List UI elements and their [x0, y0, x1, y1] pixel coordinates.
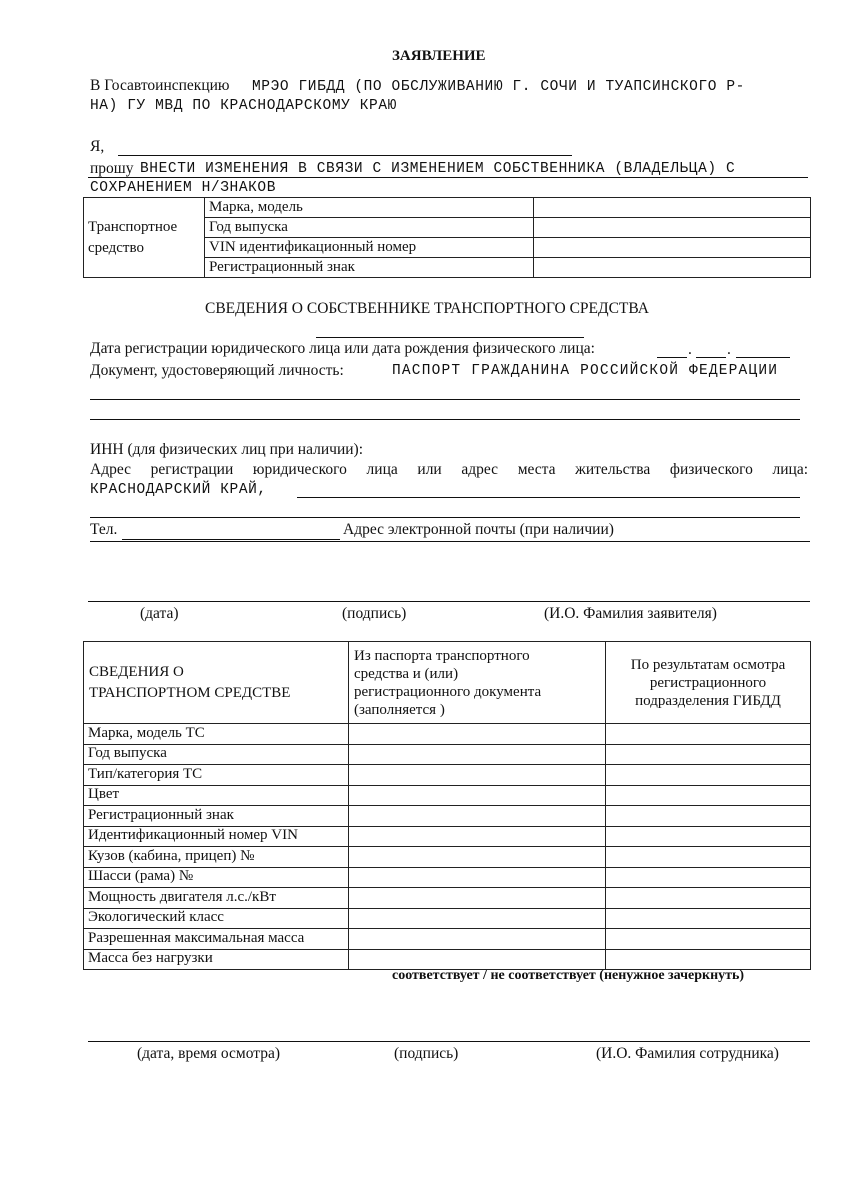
address-label: Адрес регистрации юридического лица или адрес места жительства физического лица: [90, 461, 808, 478]
document-line-2[interactable] [90, 419, 800, 420]
conformity-note: соответствует / не соответствует (ненужное зачеркнуть) [392, 968, 745, 983]
inspector-name-caption: (И.О. Фамилия сотрудника) [596, 1045, 779, 1062]
address-line-2[interactable] [90, 517, 800, 518]
vehicle-value-cell[interactable] [534, 198, 811, 218]
document-label: Документ, удостоверяющий личность: [90, 362, 344, 379]
address-line-1[interactable] [297, 497, 800, 498]
inspector-signature-line[interactable] [88, 1041, 810, 1042]
inspection-row-label: Масса без нагрузки [84, 949, 349, 970]
inspection-row-label: Мощность двигателя л.с./кВт [84, 888, 349, 909]
request-line-1: ВНЕСТИ ИЗМЕНЕНИЯ В СВЯЗИ С ИЗМЕНЕНИЕМ СОБСТВЕННИКА (ВЛАДЕЛЬЦА) С [140, 161, 736, 177]
vehicle-group-label-2: средство [88, 239, 144, 256]
inspection-table [83, 641, 811, 970]
inspection-row-label: Кузов (кабина, прицеп) № [84, 847, 349, 868]
inspection-passport-cell[interactable] [349, 826, 606, 847]
document-value: ПАСПОРТ ГРАЖДАНИНА РОССИЙСКОЙ ФЕДЕРАЦИИ [392, 363, 779, 379]
inspection-result-cell[interactable] [606, 826, 811, 847]
inspection-header-col3 [606, 642, 811, 724]
date-separator: . [688, 341, 692, 358]
inspection-header-col3-line: По результатам осмотра [630, 656, 786, 673]
inspection-result-cell[interactable] [606, 929, 811, 950]
document-title: ЗАЯВЛЕНИЕ [392, 48, 486, 64]
vehicle-row-label: VIN идентификационный номер [205, 238, 534, 258]
addressee-line-1: МРЭО ГИБДД (ПО ОБСЛУЖИВАНИЮ Г. СОЧИ И ТУАПСИНСКОГО Р- [252, 79, 745, 95]
inspection-result-cell[interactable] [606, 847, 811, 868]
request-underline [88, 177, 808, 178]
vehicle-value-cell[interactable] [534, 258, 811, 278]
applicant-date-caption: (дата) [140, 605, 179, 622]
address-value: КРАСНОДАРСКИЙ КРАЙ, [90, 482, 267, 498]
inspection-header-col2 [349, 642, 606, 724]
vehicle-group-label-1: Транспортное [88, 219, 178, 236]
vehicle-value-cell[interactable] [534, 238, 811, 258]
email-label: Адрес электронной почты (при наличии) [343, 521, 614, 538]
inspection-header-col2-line: (заполняется ) [354, 701, 445, 718]
inspection-result-cell[interactable] [606, 867, 811, 888]
request-prefix: прошу [90, 160, 134, 177]
applicant-signature-line[interactable] [88, 601, 810, 602]
birth-month-field[interactable] [696, 357, 726, 358]
inspection-row-label: Идентификационный номер VIN [84, 826, 349, 847]
inspection-header-col2-line: средства и (или) [354, 665, 459, 682]
inspection-passport-cell[interactable] [349, 806, 606, 827]
inspection-header-col1 [84, 642, 349, 724]
inspection-row-label: Цвет [84, 785, 349, 806]
inspection-header-col1-line: СВЕДЕНИЯ О [89, 663, 184, 680]
email-field-line[interactable] [90, 541, 810, 542]
inspection-row-label: Тип/категория ТС [84, 765, 349, 786]
inspector-signature-caption: (подпись) [394, 1045, 459, 1062]
inspection-passport-cell[interactable] [349, 847, 606, 868]
applicant-signature-caption: (подпись) [342, 605, 407, 622]
vehicle-row-label: Регистрационный знак [205, 258, 534, 278]
inspection-result-cell[interactable] [606, 806, 811, 827]
inspection-result-cell[interactable] [606, 744, 811, 765]
phone-field[interactable] [122, 539, 340, 540]
vehicle-value-cell[interactable] [534, 218, 811, 238]
inspection-row-label: Шасси (рама) № [84, 867, 349, 888]
inspection-passport-cell[interactable] [349, 908, 606, 929]
document-line-1[interactable] [90, 399, 800, 400]
applicant-name-line[interactable] [118, 155, 572, 156]
inspection-result-cell[interactable] [606, 888, 811, 909]
inspection-passport-cell[interactable] [349, 949, 606, 970]
request-line-2: СОХРАНЕНИЕМ Н/ЗНАКОВ [90, 180, 277, 196]
inspection-passport-cell[interactable] [349, 929, 606, 950]
inspection-row-label: Год выпуска [84, 744, 349, 765]
vehicle-table [83, 197, 811, 278]
owner-type-line[interactable] [316, 337, 584, 338]
vehicle-group-cell [84, 198, 205, 278]
inspection-passport-cell[interactable] [349, 888, 606, 909]
inspection-header-col2-line: Из паспорта транспортного [354, 647, 530, 664]
birth-day-field[interactable] [657, 357, 687, 358]
inspection-passport-cell[interactable] [349, 724, 606, 745]
owner-section-heading: СВЕДЕНИЯ О СОБСТВЕННИКЕ ТРАНСПОРТНОГО СРЕДСТВА [205, 300, 649, 317]
applicant-label: Я, [90, 138, 105, 155]
phone-label: Тел. [90, 521, 118, 538]
inspection-header-col3-line: регистрационного [649, 674, 767, 691]
inspection-passport-cell[interactable] [349, 785, 606, 806]
inspection-header-col2-line: регистрационного документа [354, 683, 542, 700]
inspection-row-label: Регистрационный знак [84, 806, 349, 827]
birth-year-field[interactable] [736, 357, 790, 358]
inspection-row-label: Экологический класс [84, 908, 349, 929]
inspection-row-label: Марка, модель ТС [84, 724, 349, 745]
applicant-name-caption: (И.О. Фамилия заявителя) [544, 605, 717, 622]
addressee-line-2: НА) ГУ МВД ПО КРАСНОДАРСКОМУ КРАЮ [90, 98, 397, 114]
inspection-result-cell[interactable] [606, 724, 811, 745]
inspection-result-cell[interactable] [606, 765, 811, 786]
addressee-prefix: В Госавтоинспекцию [90, 77, 230, 94]
inspection-date-caption: (дата, время осмотра) [137, 1045, 281, 1062]
inn-label: ИНН (для физических лиц при наличии): [90, 441, 363, 458]
vehicle-row-label: Год выпуска [205, 218, 534, 238]
inspection-passport-cell[interactable] [349, 867, 606, 888]
date-separator: . [727, 341, 731, 358]
inspection-header-col1-line: ТРАНСПОРТНОМ СРЕДСТВЕ [89, 684, 291, 701]
inspection-passport-cell[interactable] [349, 744, 606, 765]
birth-date-label: Дата регистрации юридического лица или дата рождения физического лица: [90, 340, 595, 357]
inspection-result-cell[interactable] [606, 908, 811, 929]
inspection-result-cell[interactable] [606, 949, 811, 970]
inspection-passport-cell[interactable] [349, 765, 606, 786]
inspection-header-col3-line: подразделения ГИБДД [635, 692, 781, 709]
inspection-result-cell[interactable] [606, 785, 811, 806]
inspection-row-label: Разрешенная максимальная масса [84, 929, 349, 950]
vehicle-row-label: Марка, модель [205, 198, 534, 218]
